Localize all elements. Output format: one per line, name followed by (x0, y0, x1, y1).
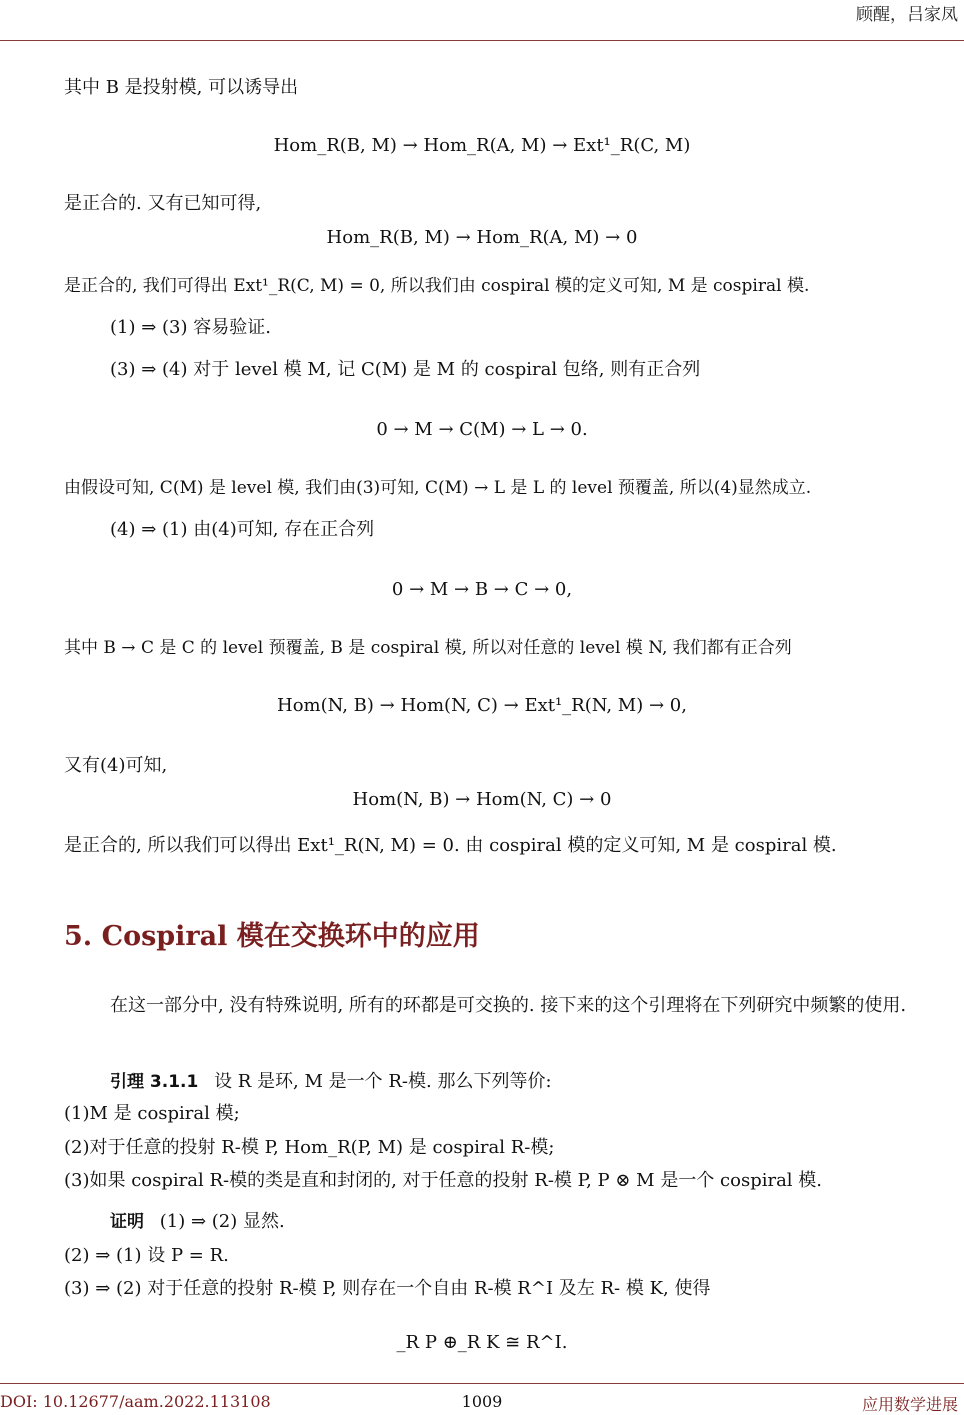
footer-page-number: 1009 (461, 1392, 503, 1411)
lemma-condition: (2)对于任意的投射 R-模 P, Hom_R(P, M) 是 cospiral R-模; (64, 1137, 555, 1158)
equation: 0 → M → C(M) → L → 0. (376, 419, 588, 440)
equation: Hom(N, B) → Hom(N, C) → Ext¹_R(N, M) → 0, (277, 695, 687, 716)
equation: _R P ⊕_R K ≅ R^I. (396, 1332, 568, 1353)
text-line: (4) ⇒ (1) 由(4)可知, 存在正合列 (110, 519, 375, 540)
paragraph: 在这一部分中, 没有特殊说明, 所有的环都是可交换的. 接下来的这个引理将在下列研究中频繁的使用. (110, 995, 907, 1016)
text-line: 是正合的, 所以我们可以得出 Ext¹_R(N, M) = 0. 由 cospiral 模的定义可知, M 是 cospiral 模. (64, 835, 837, 856)
lemma-text: 设 R 是环, M 是一个 R-模. 那么下列等价: (214, 1071, 552, 1092)
equation: Hom_R(B, M) → Hom_R(A, M) → Ext¹_R(C, M) (273, 135, 691, 156)
text-line: 是正合的. 又有已知可得, (64, 193, 262, 214)
proof-line: (2) ⇒ (1) 设 P = R. (64, 1245, 229, 1266)
equation: Hom(N, B) → Hom(N, C) → 0 (352, 789, 612, 810)
text-line: 其中 B → C 是 C 的 level 预覆盖, B 是 cospiral 模, 所以对任意的 level 模 N, 我们都有正合列 (64, 638, 792, 658)
equation: 0 → M → B → C → 0, (391, 579, 573, 600)
lemma-condition: (1)M 是 cospiral 模; (64, 1103, 240, 1124)
lemma (110, 1068, 552, 1096)
lemma-label: 引理 3.1.1 (110, 1072, 199, 1092)
text-line: 是正合的, 我们可得出 Ext¹_R(C, M) = 0, 所以我们由 cospiral 模的定义可知, M 是 cospiral 模. (64, 276, 810, 296)
lemma-condition: (3)如果 cospiral R-模的类是直和封闭的, 对于任意的投射 R-模 P, P ⊗ M 是一个 cospiral 模. (64, 1170, 823, 1191)
proof-line: (3) ⇒ (2) 对于任意的投射 R-模 P, 则存在一个自由 R-模 R^I 及左 R- 模 K, 使得 (64, 1278, 711, 1299)
proof (110, 1208, 285, 1236)
footer-rule (0, 1383, 964, 1384)
header-rule (0, 40, 964, 41)
text-line: 又有(4)可知, (64, 755, 168, 776)
text-line: (3) ⇒ (4) 对于 level 模 M, 记 C(M) 是 M 的 cospiral 包络, 则有正合列 (110, 359, 701, 380)
proof-text: (1) ⇒ (2) 显然. (159, 1211, 285, 1232)
footer-doi: DOI: 10.12677/aam.2022.113108 (0, 1392, 271, 1411)
text-line: (1) ⇒ (3) 容易验证. (110, 317, 271, 338)
running-header-authors: 顾醒，吕家凤 (856, 5, 958, 25)
proof-label: 证明 (110, 1212, 144, 1232)
text-line: 由假设可知, C(M) 是 level 模, 我们由(3)可知, C(M) → L 是 L 的 level 预覆盖, 所以(4)显然成立. (64, 478, 812, 498)
section-title: 5. Cospiral 模在交换环中的应用 (64, 921, 480, 952)
text-line: 其中 B 是投射模, 可以诱导出 (64, 77, 299, 98)
equation: Hom_R(B, M) → Hom_R(A, M) → 0 (326, 227, 638, 248)
footer-journal: 应用数学进展 (861, 1395, 958, 1414)
